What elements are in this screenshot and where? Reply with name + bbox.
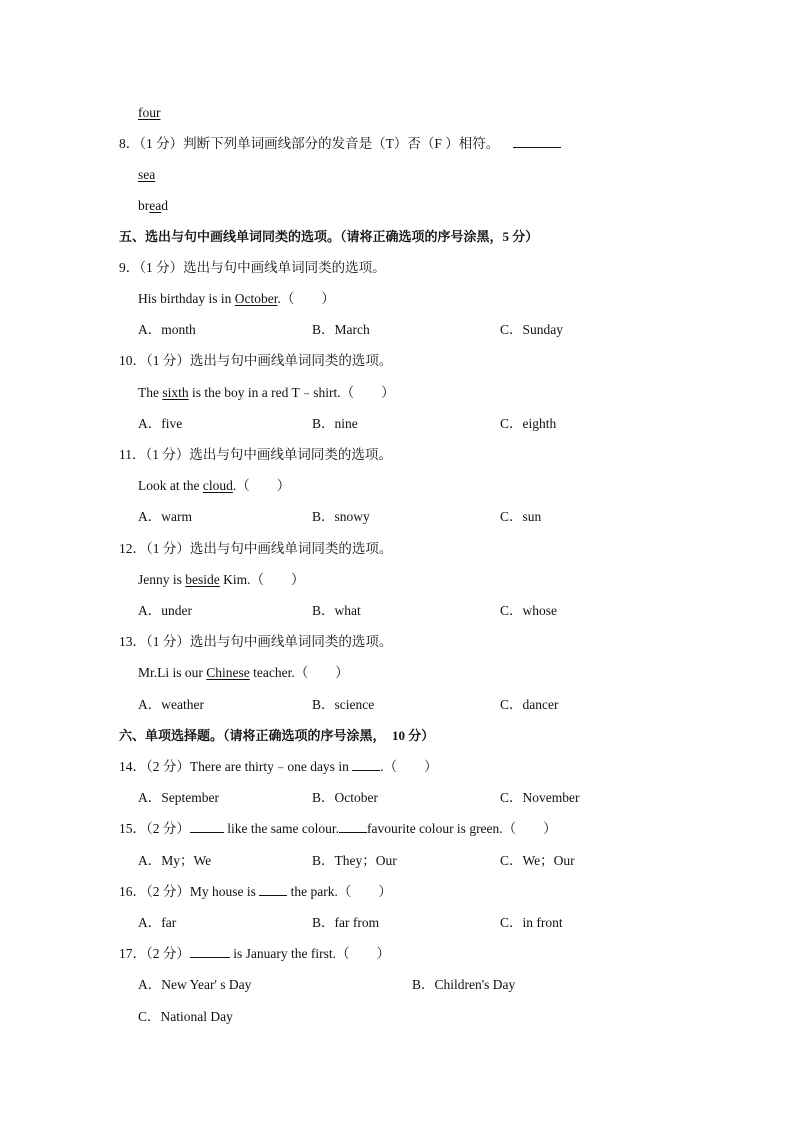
q12-option-b[interactable]: B．what	[312, 603, 361, 618]
q17-option-a[interactable]: A．New Year' s Day	[138, 977, 252, 992]
question-14	[119, 758, 438, 776]
q13-option-a[interactable]: A．weather	[138, 697, 204, 712]
question-8	[119, 135, 561, 153]
section-6-heading: 六、单项选择题。（请将正确选项的序号涂黑， 10 分）	[119, 728, 435, 743]
q9-option-c[interactable]: C．Sunday	[500, 322, 564, 337]
section-5-heading: 五、选出与句中画线单词同类的选项。（请将正确选项的序号涂黑，5 分）	[119, 229, 539, 244]
word-part: br	[138, 198, 150, 213]
answer-blank[interactable]	[513, 135, 561, 148]
q13-option-b[interactable]: B．science	[312, 697, 375, 712]
question-text: （2 分）There are thirty﹣one days in	[146, 759, 353, 774]
answer-bracket: is the boy in a red T﹣shirt.（ ）	[188, 385, 395, 400]
q10-option-c[interactable]: C．eighth	[500, 416, 557, 431]
q10-option-a[interactable]: A．five	[138, 416, 183, 431]
q14-option-a[interactable]: A．September	[138, 790, 219, 805]
q12-option-a[interactable]: A．under	[138, 603, 192, 618]
answer-blank-1[interactable]	[190, 820, 224, 833]
question-text: （2 分）	[146, 946, 190, 961]
q16-option-c[interactable]: C．in front	[500, 915, 563, 930]
q11-option-b[interactable]: B．snowy	[312, 509, 370, 524]
q12-option-c[interactable]: C．whose	[500, 603, 557, 618]
answer-bracket: favourite colour is green.（ ）	[366, 821, 557, 836]
q8-word-1	[138, 166, 155, 184]
question-text: （2 分）	[146, 821, 190, 836]
q15-option-c[interactable]: C．We；Our	[500, 853, 575, 868]
question-number: 14．	[119, 759, 146, 774]
answer-bracket: the park.（ ）	[287, 884, 392, 899]
q14-option-c[interactable]: C．November	[500, 790, 580, 805]
question-number: 12．	[119, 541, 146, 556]
question-13	[119, 633, 392, 651]
sentence-part: His birthday is in	[138, 291, 235, 306]
question-text: （1 分）选出与句中画线单词同类的选项。	[139, 260, 386, 275]
underlined-word: cloud	[202, 478, 233, 493]
question-9	[119, 259, 386, 277]
answer-bracket: .（ ）	[277, 291, 335, 306]
q9-option-b[interactable]: B．March	[312, 322, 370, 337]
sentence-part: Mr.Li is our	[138, 665, 207, 680]
answer-bracket: Kim.（ ）	[219, 572, 305, 587]
underlined-word: October	[234, 291, 278, 306]
question-text: like the same colour.	[223, 821, 339, 836]
answer-blank[interactable]	[352, 758, 380, 771]
q9-sentence	[138, 290, 335, 308]
answer-bracket: .（ ）	[380, 759, 438, 774]
q7-word	[138, 104, 161, 122]
q11-option-a[interactable]: A．warm	[138, 509, 192, 524]
q10-option-b[interactable]: B．nine	[312, 416, 358, 431]
q13-sentence	[138, 664, 349, 682]
question-number: 15．	[119, 821, 146, 836]
q10-sentence	[138, 384, 395, 402]
word-part: d	[161, 198, 168, 213]
question-11	[119, 446, 392, 464]
q17-option-c[interactable]: C．National Day	[138, 1009, 233, 1024]
underlined-word: sixth	[162, 385, 189, 400]
question-number: 13．	[119, 634, 146, 649]
q15-option-b[interactable]: B．They；Our	[312, 853, 397, 868]
underlined-word: Chinese	[206, 665, 250, 680]
sentence-part: Jenny is	[138, 572, 186, 587]
q16-option-a[interactable]: A．far	[138, 915, 177, 930]
question-text: （2 分）My house is	[146, 884, 260, 899]
underlined-word: four	[138, 105, 161, 120]
q17-option-b[interactable]: B．Children's Day	[412, 977, 516, 992]
q14-option-b[interactable]: B．October	[312, 790, 378, 805]
question-text: （1 分）选出与句中画线单词同类的选项。	[146, 353, 393, 368]
question-number: 11．	[119, 447, 146, 462]
q9-option-a[interactable]: A．month	[138, 322, 196, 337]
question-number: 8．	[119, 136, 140, 151]
q11-option-c[interactable]: C．sun	[500, 509, 542, 524]
question-number: 9．	[119, 260, 140, 275]
q12-sentence	[138, 571, 305, 589]
question-number: 17．	[119, 946, 146, 961]
underlined-word: beside	[185, 572, 220, 587]
answer-bracket: .（ ）	[232, 478, 291, 493]
question-17	[119, 945, 390, 963]
question-12	[119, 540, 392, 558]
question-number: 16．	[119, 884, 146, 899]
answer-blank[interactable]	[190, 945, 230, 958]
question-text: （1 分）选出与句中画线单词同类的选项。	[146, 541, 393, 556]
question-text: （1 分）判断下列单词画线部分的发音是（T）否（F ）相符。	[139, 136, 500, 151]
question-text: （1 分）选出与句中画线单词同类的选项。	[146, 634, 393, 649]
q11-sentence	[138, 477, 290, 495]
answer-bracket: teacher.（ ）	[249, 665, 349, 680]
sentence-part: Look at the	[138, 478, 203, 493]
question-15	[119, 820, 557, 838]
question-text: （1 分）选出与句中画线单词同类的选项。	[145, 447, 392, 462]
q16-option-b[interactable]: B．far from	[312, 915, 380, 930]
underlined-word: sea	[138, 167, 156, 182]
answer-blank-2[interactable]	[339, 820, 367, 833]
question-10	[119, 352, 392, 370]
q8-word-2	[138, 197, 168, 215]
answer-bracket: is January the first.（ ）	[229, 946, 390, 961]
question-number: 10．	[119, 353, 146, 368]
answer-blank[interactable]	[259, 883, 287, 896]
q15-option-a[interactable]: A．My；We	[138, 853, 212, 868]
q13-option-c[interactable]: C．dancer	[500, 697, 559, 712]
sentence-part: The	[138, 385, 163, 400]
underlined-part: ea	[149, 198, 162, 213]
question-16	[119, 883, 392, 901]
